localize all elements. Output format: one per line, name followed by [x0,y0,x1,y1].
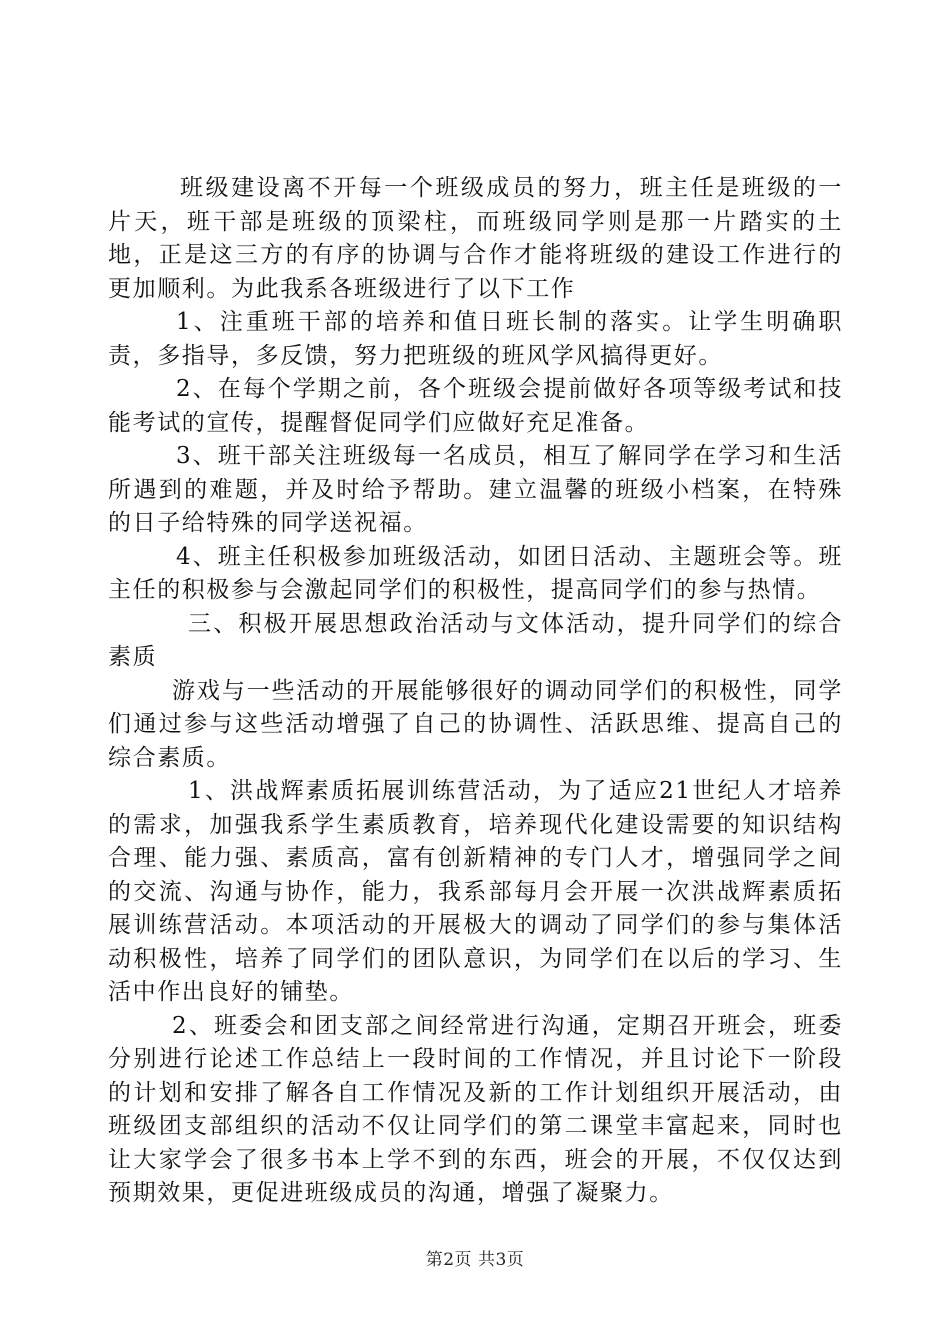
paragraph-item-1-class-cadres: 1、注重班干部的培养和值日班长制的落实。让学生明确职责，多指导，多反馈，努力把班级的班风学风搞得更好。 [108,309,843,369]
paragraph-item-2-class-meetings: 2、班委会和团支部之间经常进行沟通，定期召开班会，班委分别进行论述工作总结上一段时间的工作情况，并且讨论下一阶段的计划和安排了解各自工作情况及新的工作计划组织开展活动，由班级团支部组织的活动不仅让同学们的第二课堂丰富起来，同时也让大家学会了很多书本上学不到的东西，班会的开展，不仅仅达到预期效果，更促进班级成员的沟通，增强了凝聚力。 [108,1012,843,1206]
paragraph-item-2-exams: 2、在每个学期之前，各个班级会提前做好各项等级考试和技能考试的宣传，提醒督促同学们应做好充足准备。 [108,376,843,436]
page-number-footer: 第2页 共3页 [425,1250,525,1270]
document-body [108,172,843,1211]
section-heading-activities: 三、积极开展思想政治活动与文体活动，提升同学们的综合素质 [108,610,843,670]
paragraph-item-1-training-camp: 1、洪战辉素质拓展训练营活动，为了适应21世纪人才培养的需求，加强我系学生素质教育，培养现代化建设需要的知识结构合理、能力强、素质高，富有创新精神的专门人才，增强同学之间的交流、沟通与协作，能力，我系部每月会开展一次洪战辉素质拓展训练营活动。本项活动的开展极大的调动了同学们的参与集体活动积极性，培养了同学们的团队意识，为同学们在以后的学习、生活中作出良好的铺垫。 [108,778,843,1005]
paragraph-class-building-intro: 班级建设离不开每一个班级成员的努力，班主任是班级的一片天，班干部是班级的顶梁柱，而班级同学则是那一片踏实的土地，正是这三方的有序的协调与合作才能将班级的建设工作进行的更加顺利。为此我系各班级进行了以下工作 [108,175,843,302]
paragraph-item-4-head-teacher: 4、班主任积极参加班级活动，如团日活动、主题班会等。班主任的积极参与会激起同学们的积极性，提高同学们的参与热情。 [108,543,843,603]
paragraph-item-3-members: 3、班干部关注班级每一名成员，相互了解同学在学习和生活所遇到的难题，并及时给予帮助。建立温馨的班级小档案，在特殊的日子给特殊的同学送祝福。 [108,443,843,536]
paragraph-activities-intro: 游戏与一些活动的开展能够很好的调动同学们的积极性，同学们通过参与这些活动增强了自己的协调性、活跃思维、提高自己的综合素质。 [108,677,843,771]
